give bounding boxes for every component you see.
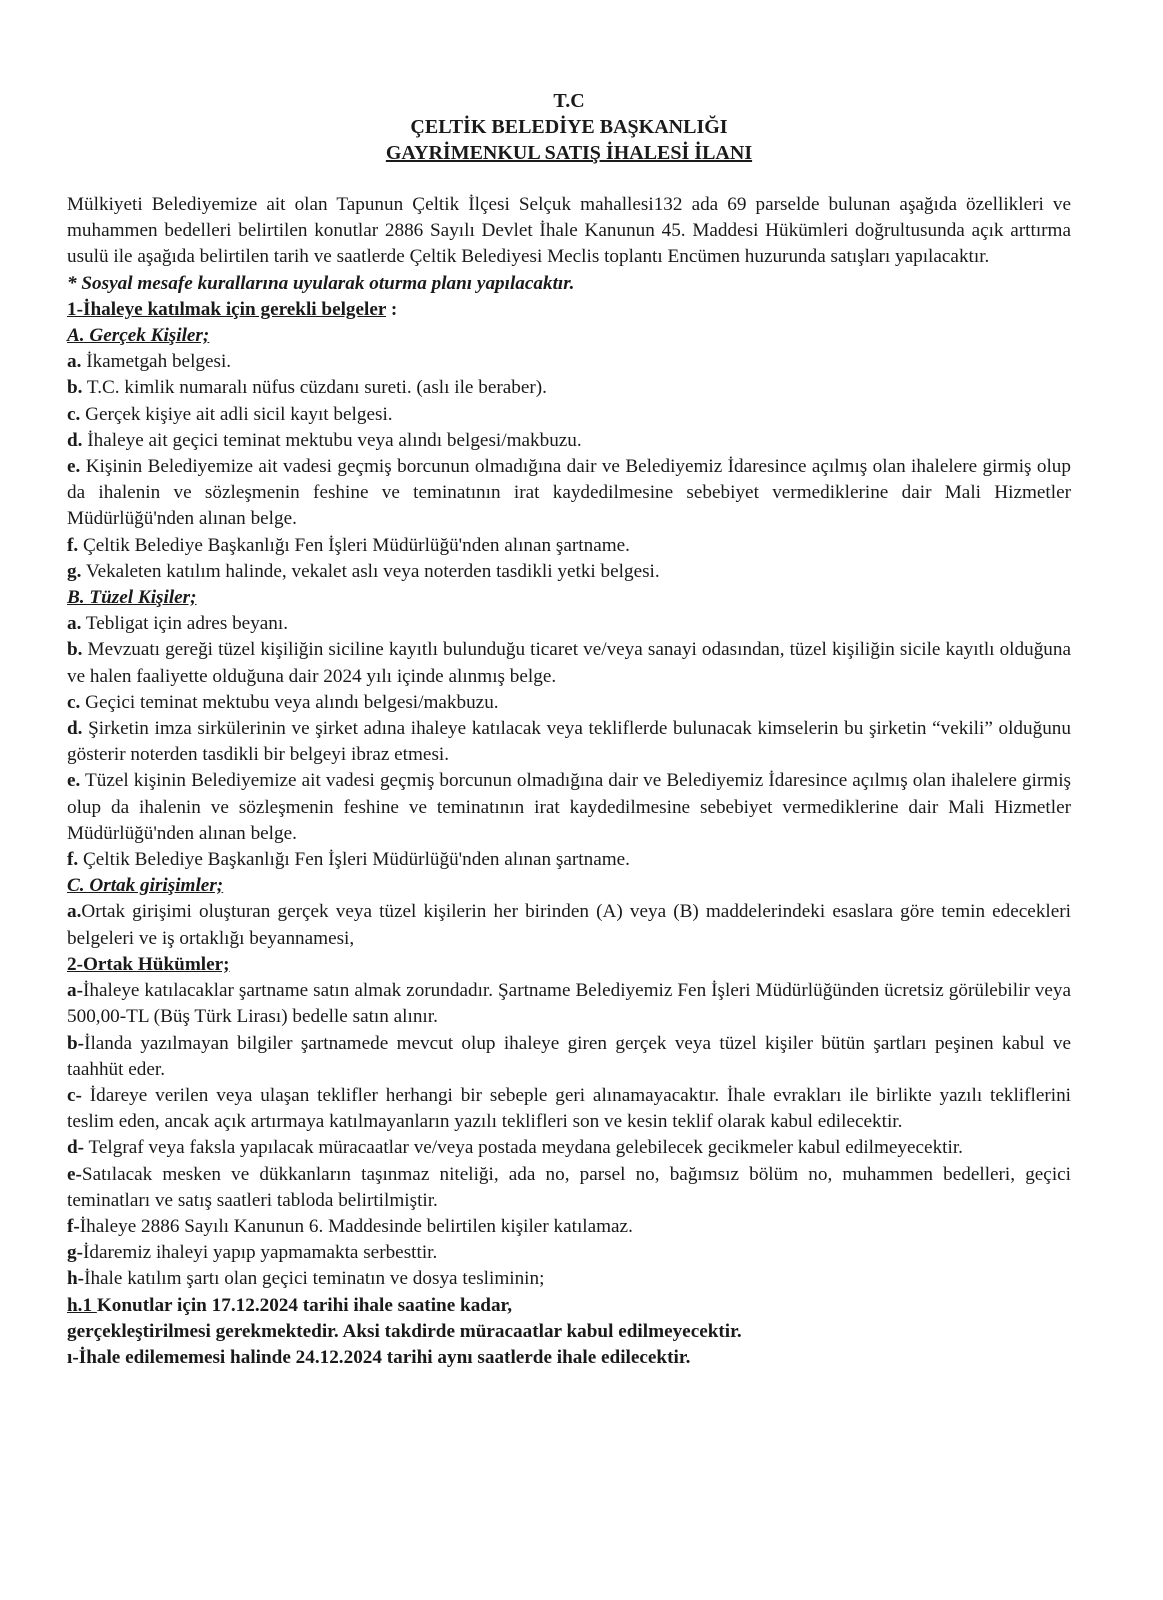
subsection-a-list (67, 349, 1071, 585)
subsection-c-heading: C. Ortak girişimler; (67, 875, 224, 897)
header-tc: T.C (553, 90, 585, 112)
item-text: İlanda yazılmayan bilgiler şartnamede mevcut olup ihaleye giren gerçek veya tüzel kişiler bütün şartları peşinen kabul ve taahhüt eder. (67, 1032, 1071, 1080)
item-text: İhaleye katılacaklar şartname satın almak zorundadır. Şartname Belediyemiz Fen İşleri Müdürlüğünden ücretsiz görülebilir veya 500,00-TL (Büş Türk Lirası) bedelle satın alınır. (67, 980, 1071, 1028)
item-letter: e. (67, 770, 81, 792)
list-item (67, 1266, 1071, 1292)
header-title: GAYRİMENKUL SATIŞ İHALESİ İLANI (385, 142, 753, 164)
subsection-a-heading: A. Gerçek Kişiler; (67, 325, 210, 347)
list-item (67, 611, 1071, 637)
re-tender-statement: ı-İhale edilememesi halinde 24.12.2024 tarihi aynı saatlerde ihale edilecektir. (67, 1346, 691, 1368)
item-text: T.C. kimlik numaralı nüfus cüzdanı sureti. (aslı ile beraber). (82, 377, 547, 399)
item-letter: e. (67, 456, 81, 478)
closing-statement: gerçekleştirilmesi gerekmektedir. Aksi takdirde müracaatlar kabul edilmeyecektir. (67, 1320, 742, 1342)
item-text: İhaleye ait geçici teminat mektubu veya alındı belgesi/makbuzu. (82, 429, 582, 451)
item-letter: f. (67, 849, 79, 871)
item-text: Çeltik Belediye Başkanlığı Fen İşleri Müdürlüğü'nden alınan şartname. (78, 849, 630, 871)
item-letter: d. (67, 718, 83, 740)
document-header (67, 88, 1071, 166)
subsection-b-list (67, 611, 1071, 873)
list-item (67, 402, 1071, 428)
item-letter: c. (67, 691, 81, 713)
item-letter: a. (67, 901, 82, 923)
item-letter: a. (67, 351, 82, 373)
item-letter: c- (67, 1084, 82, 1106)
list-item (67, 533, 1071, 559)
deadline-line (67, 1293, 1071, 1319)
item-text: Çeltik Belediye Başkanlığı Fen İşleri Müdürlüğü'nden alınan şartname. (78, 534, 630, 556)
item-text: Satılacak mesken ve dükkanların taşınmaz niteliği, ada no, parsel no, bağımsız bölüm no, muhammen bedelleri, geçici teminatları ve satış saatleri tabloda belirtilmiştir. (67, 1163, 1071, 1211)
item-text: Vekaleten katılım halinde, vekalet aslı veya noterden tasdikli yetki belgesi. (81, 560, 660, 582)
item-letter: g- (67, 1242, 83, 1264)
item-letter: b- (67, 1032, 85, 1054)
item-text: Telgraf veya faksla yapılacak müracaatlar ve/veya postada meydana gelebilecek gecikmeler kabul edilmeyecektir. (84, 1137, 963, 1159)
list-item (67, 978, 1071, 1030)
item-text: Şirketin imza sirkülerinin ve şirket adına ihaleye katılacak veya tekliflerde bulunacak kimselerin bu şirketin “vekili” olduğunu gösterir noterden tasdikli bir belgeyi ibraz etmesi. (67, 718, 1071, 766)
item-text: Geçici teminat mektubu veya alındı belgesi/makbuzu. (80, 691, 499, 713)
section1-title-text: 1-İhaleye katılmak için gerekli belgeler (67, 298, 387, 320)
item-letter: g. (67, 560, 82, 582)
list-item (67, 716, 1071, 768)
list-item (67, 847, 1071, 873)
list-item (67, 899, 1071, 951)
item-text: Mevzuatı gereği tüzel kişiliğin siciline kayıtlı bulunduğu ticaret ve/veya sanayi odasından, tüzel kişiliğin sicile kayıtlı olduğuna ve halen faaliyette olduğuna dair 2024 yılı içinde alınmış belge. (67, 639, 1071, 687)
item-letter: b. (67, 377, 83, 399)
item-text: İhaleye 2886 Sayılı Kanunun 6. Maddesinde belirtilen kişiler katılamaz. (79, 1215, 633, 1237)
item-letter: f. (67, 534, 79, 556)
list-item (67, 375, 1071, 401)
list-item (67, 1135, 1071, 1161)
item-text: İdareye verilen veya ulaşan teklifler herhangi bir sebeple geri alınamayacaktır. İhale evrakları ile birlikte yazılı tekliflerini teslim eden, ancak açık artırmaya katılmayanların yazılı teklifleri son ve kesin teklif olarak kabul edilecektir. (67, 1084, 1071, 1133)
item-letter: b. (67, 639, 83, 661)
subsection-c-list (67, 899, 1071, 951)
subsection-b-heading: B. Tüzel Kişiler; (67, 587, 197, 609)
list-item (67, 690, 1071, 716)
list-item (67, 1214, 1071, 1240)
list-item (67, 349, 1071, 375)
item-letter: d. (67, 429, 83, 451)
list-item (67, 454, 1071, 533)
list-item (67, 768, 1071, 847)
list-item (67, 559, 1071, 585)
item-letter: f- (67, 1215, 80, 1237)
item-text: Kişinin Belediyemize ait vadesi geçmiş borcunun olmadığına dair ve Belediyemiz İdaresince açılmış olan ihalelere girmiş olup da ihalenin ve sözleşmenin feshine ve teminatının irat kaydedilmesine sebebiyet vermediklerine dair Mali Hizmetler Müdürlüğü'nden alınan belge. (67, 456, 1071, 530)
list-item (67, 1162, 1071, 1214)
item-letter: d- (67, 1137, 85, 1159)
item-text: İhale katılım şartı olan geçici teminatın ve dosya tesliminin; (84, 1268, 545, 1290)
item-text: Tebligat için adres beyanı. (81, 613, 289, 635)
header-institution: ÇELTİK BELEDİYE BAŞKANLIĞI (410, 116, 728, 138)
deadline-text: Konutlar için 17.12.2024 tarihi ihale saatine kadar, (96, 1294, 513, 1316)
item-letter: h- (67, 1268, 85, 1290)
item-letter: e- (67, 1163, 82, 1185)
item-text: Ortak girişimi oluşturan gerçek veya tüzel kişilerin her birinden (A) veya (B) maddelerindeki esaslara göre temin edecekleri belgeleri ve iş ortaklığı beyannamesi, (67, 901, 1071, 949)
section1-title (67, 297, 1071, 323)
list-item (67, 1031, 1071, 1083)
item-text: İkametgah belgesi. (81, 351, 232, 373)
item-text: Gerçek kişiye ait adli sicil kayıt belgesi. (80, 403, 393, 425)
section2-title: 2-Ortak Hükümler; (67, 953, 230, 975)
list-item (67, 1083, 1071, 1135)
item-text: İdaremiz ihaleyi yapıp yapmamakta serbesttir. (82, 1242, 438, 1264)
section1-title-suffix: : (386, 298, 398, 320)
item-letter: a. (67, 613, 82, 635)
social-distance-notice: * Sosyal mesafe kurallarına uyularak oturma planı yapılacaktır. (67, 272, 575, 294)
item-text: Tüzel kişinin Belediyemize ait vadesi geçmiş borcunun olmadığına dair ve Belediyemiz İdaresince açılmış olan ihalelere girmiş olup da ihalenin ve sözleşmenin feshine ve teminatının irat kaydedilmesine sebebiyet vermediklerine dair Mali Hizmetler Müdürlüğü'nden alınan belge. (67, 770, 1071, 844)
item-letter: a- (67, 980, 83, 1002)
list-item (67, 637, 1071, 689)
list-item (67, 428, 1071, 454)
deadline-label: h.1 (67, 1294, 97, 1316)
item-letter: c. (67, 403, 81, 425)
list-item (67, 1240, 1071, 1266)
section2-list (67, 978, 1071, 1292)
intro-paragraph: Mülkiyeti Belediyemize ait olan Tapunun Çeltik İlçesi Selçuk mahallesi132 ada 69 parselde bulunan aşağıda özellikleri ve muhammen bedelleri belirtilen konutlar 2886 Sayılı Devlet İhale Kanunun 45. Maddesi Hükümleri doğrultusunda açık arttırma usulü ile aşağıda belirtilen tarih ve saatlerde Çeltik Belediyesi Meclis toplantı Encümen huzurunda satışları yapılacaktır. (67, 194, 1071, 268)
